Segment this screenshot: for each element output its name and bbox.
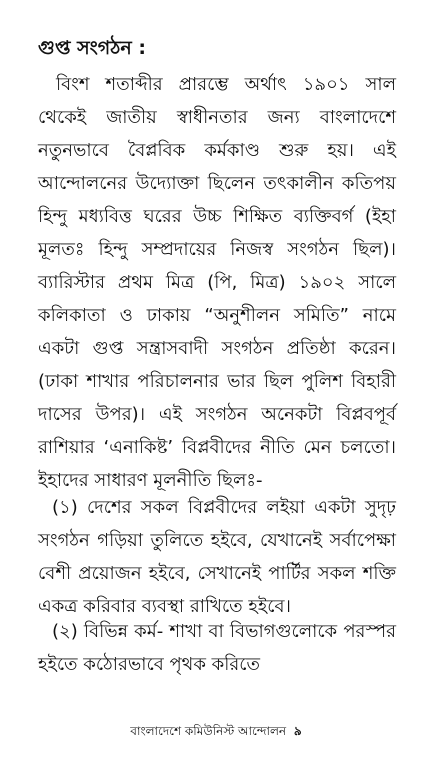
- paragraph-principle-1: (১) দেশের সকল বিপ্লবীদের লইয়া একটা সুদৃঢ় সংগঠন গড়িয়া তুলিতে হইবে, যেখানেই সর্বাপেক্ষা বেশী প্রয়োজন হইবে, সেখানেই পার্টির সকল শক্তি একত্র করিবার ব্যবস্থা রাখিতে হইবে।: [38, 497, 396, 617]
- section-heading: গুপ্ত সংগঠন :: [38, 37, 146, 59]
- running-footer: [0, 722, 432, 740]
- paragraph-principle-2: (২) বিভিন্ন কর্ম- শাখা বা বিভাগগুলোকে পরস্পর হইতে কঠোরভাবে পৃথক করিতে: [38, 621, 396, 675]
- paragraph-intro: বিংশ শতাব্দীর প্রারম্ভে অর্থাৎ ১৯০১ সাল থেকেই জাতীয় স্বাধীনতার জন্য বাংলাদেশে নতুনভাবে বৈপ্লবিক কর্মকাণ্ড শুরু হয়। এই আন্দোলনের উদ্যোক্তা ছিলেন তৎকালীন কতিপয় হিন্দু মধ্যবিত্ত ঘরের উচ্চ শিক্ষিত ব্যক্তিবর্গ (ইহা মূলতঃ হিন্দু সম্প্রদায়ের নিজস্ব সংগঠন ছিল)। ব্যারিস্টার প্রথম মিত্র (পি, মিত্র) ১৯০২ সালে কলিকাতা ও ঢাকায় “অনুশীলন সমিতি” নামে একটা গুপ্ত সন্ত্রাসবাদী সংগঠন প্রতিষ্ঠা করেন। (ঢাকা শাখার পরিচালনার ভার ছিল পুলিশ বিহারী দাসের উপর)। এই সংগঠন অনেকটা বিপ্লবপূর্ব রাশিয়ার ‘এনাকিষ্ট’ বিপ্লবীদের নীতি মেন চলতো। ইহাদের সাধারণ মূলনীতি ছিলঃ-: [38, 74, 396, 491]
- footer-book-title: বাংলাদেশে কমিউনিস্ট আন্দোলন: [130, 724, 287, 738]
- page-number: ৯: [293, 724, 302, 738]
